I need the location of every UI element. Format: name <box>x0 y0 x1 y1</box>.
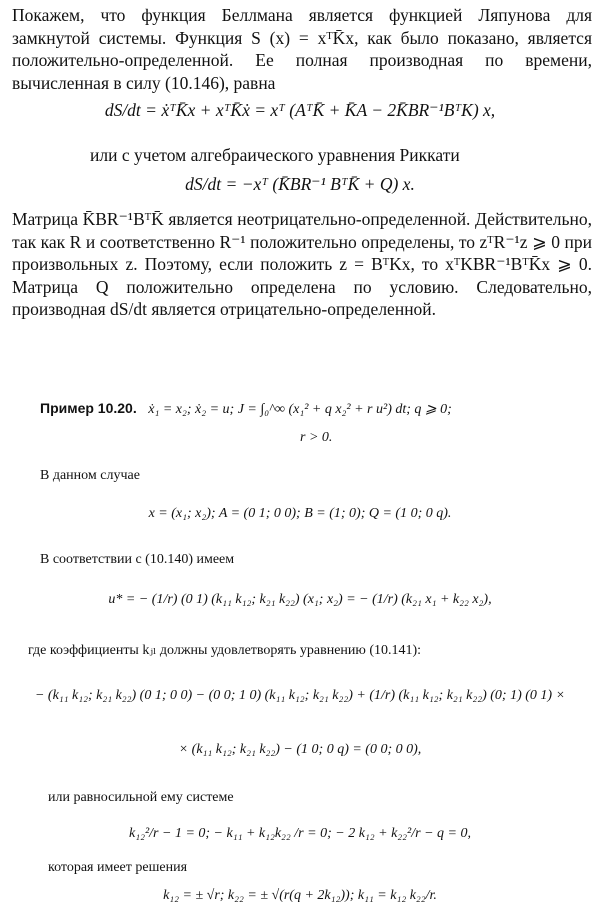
text-case: В данном случае <box>40 468 140 483</box>
equation-derivative: dS/dt = ẋᵀK̄x + xᵀK̄ẋ = xᵀ (AᵀK̄ + K̄A − 2K̄BR⁻¹BᵀK) x, <box>104 100 496 120</box>
equation-control-law: u* = − (1/r) (0 1) (k₁₁ k₁₂; k₂₁ k₂₂) (x₁; x₂) = − (1/r) (k₂₁ x₁ + k₂₂ x₂), <box>108 592 492 607</box>
equation-riccati-line-2: × (k₁₁ k₁₂; k₂₁ k₂₂) − (1 0; 0 q) = (0 0; 0 0), <box>178 742 422 757</box>
equation-derivative-riccati: dS/dt = −xᵀ (K̄BR⁻¹ BᵀK̄ + Q) x. <box>185 174 415 194</box>
example-statement: ẋ₁ = x₂; ẋ₂ = u; J = ∫₀^∞ (x₁² + q x₂² + r u²) dt; q ⩾ 0; <box>148 402 452 417</box>
text-solution: которая имеет решения <box>48 860 188 875</box>
text-equivalent: или равносильной ему системе <box>48 790 234 805</box>
equation-solution: k₁₂ = ± √r; k₂₂ = ± √(r(q + 2k₁₂)); k₁₁ = k₁₂ k₂₂/r. <box>163 888 437 903</box>
example-label: Пример 10.20. <box>40 400 137 416</box>
equation-system: k₁₂²/r − 1 = 0; − k₁₁ + k₁₂k₂₂ /r = 0; − 2 k₁₂ + k₂₂²/r − q = 0, <box>129 826 471 841</box>
paragraph-bellman-lyapunov: Покажем, что функция Беллмана является функцией Ляпунова для замкнутой системы. Функция S (x) = xᵀK̄x, как было показано, является положительно-определенной. Ее полная производная по времени, вычисленная в силу (10.146), равна <box>12 5 592 93</box>
text-coefficients: где коэффициенты kⱼₗ должны удовлетворять уравнению (10.141): <box>28 643 422 658</box>
equation-riccati-line-1: − (k₁₁ k₁₂; k₂₁ k₂₂) (0 1; 0 0) − (0 0; 1 0) (k₁₁ k₁₂; k₂₁ k₂₂) + (1/r) (k₁₁ k₁₂; k₂₁ k₂₂) (0; 1) (0 1) × <box>34 688 566 703</box>
equation-matrices: x = (x₁; x₂); A = (0 1; 0 0); B = (1; 0); Q = (1 0; 0 q). <box>148 506 452 521</box>
paragraph-nonnegative-matrix: Матрица K̄BR⁻¹BᵀK̄ является неотрицательно-определенной. Действительно, так как R и соответственно R⁻¹ положительно определены, то zᵀR⁻¹z ⩾ 0 при произвольных z. Поэтому, если положить z = BᵀKx, то xᵀKBR⁻¹BᵀK̄x ⩾ 0. Матрица Q положительно определена по условию. Следовательно, производная dS/dt является отрицательно-определенной. <box>12 209 592 320</box>
example-heading <box>40 400 452 418</box>
text-riccati: или с учетом алгебраического уравнения Риккати <box>90 145 460 165</box>
text-accordance: В соответствии с (10.140) имеем <box>40 552 235 567</box>
example-statement-cont: r > 0. <box>300 430 333 445</box>
